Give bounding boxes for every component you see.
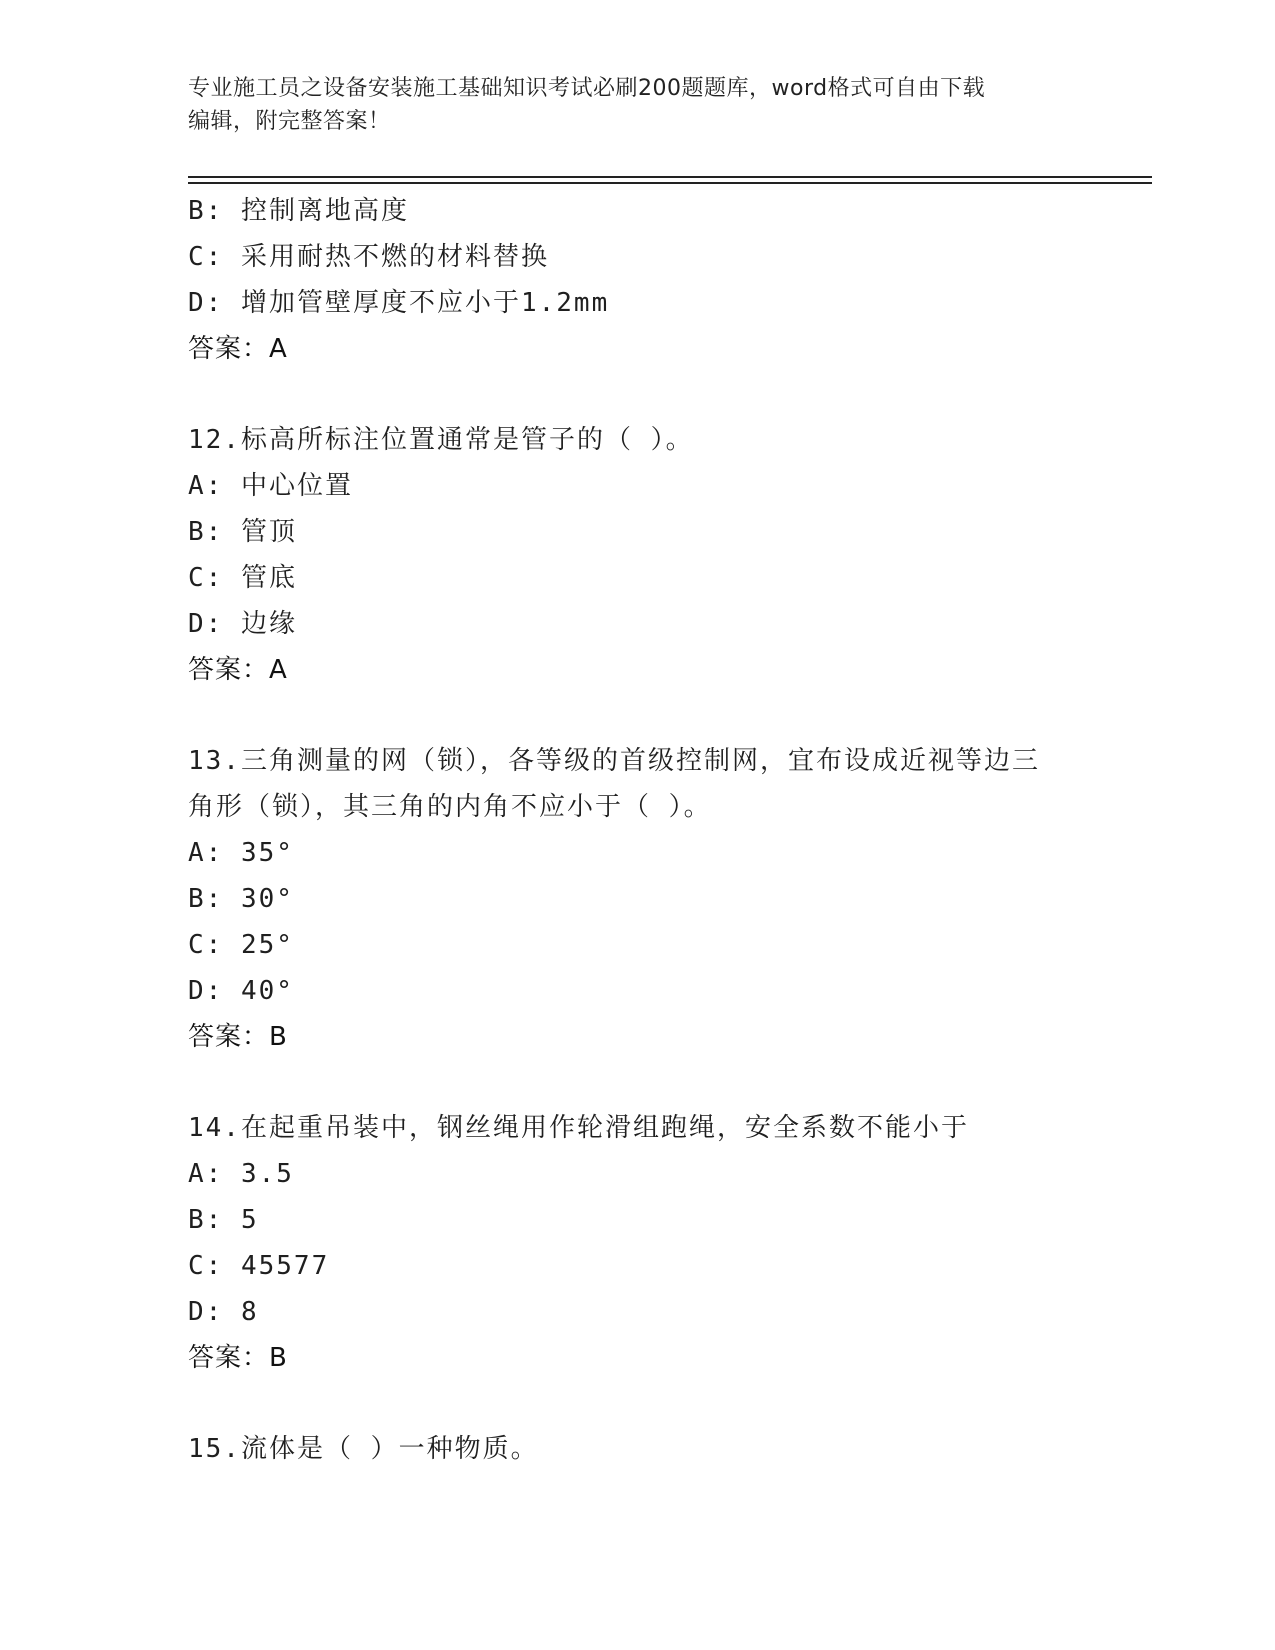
spacer: [188, 1381, 1152, 1426]
answer: 答案：A: [188, 334, 288, 364]
header-line-2: 编辑，附完整答案！: [188, 109, 391, 134]
option-a: A: 35°: [188, 838, 294, 868]
question-text: 12.标高所标注位置通常是管子的（ ）。: [188, 425, 694, 455]
spacer: [188, 1060, 1152, 1105]
spacer: [188, 372, 1152, 417]
option-d: D: 40°: [188, 976, 294, 1006]
question-14: [188, 1105, 1152, 1381]
option-c: C: 管底: [188, 563, 297, 593]
spacer: [188, 693, 1152, 738]
question-12: [188, 417, 1152, 693]
option-b: B: 30°: [188, 884, 294, 914]
document-header: [188, 72, 1088, 138]
option-c: C: 采用耐热不燃的材料替换: [188, 242, 549, 272]
option-d: D: 8: [188, 1297, 259, 1327]
option-b: B: 5: [188, 1205, 259, 1235]
header-divider-bottom: [188, 182, 1152, 184]
question-text: 14.在起重吊装中，钢丝绳用作轮滑组跑绳，安全系数不能小于: [188, 1113, 969, 1143]
answer: 答案：B: [188, 1022, 288, 1052]
option-b: B: 控制离地高度: [188, 196, 409, 226]
header-divider-top: [188, 176, 1152, 178]
question-11-tail: [188, 188, 1152, 372]
question-text-line-2: 角形（锁），其三角的内角不应小于（ ）。: [188, 792, 712, 822]
answer: 答案：B: [188, 1343, 288, 1373]
header-line-1: 专业施工员之设备安装施工基础知识考试必刷200题题库，word格式可自由下载: [188, 76, 986, 101]
answer: 答案：A: [188, 655, 288, 685]
option-b: B: 管顶: [188, 517, 297, 547]
option-c: C: 45577: [188, 1251, 330, 1281]
option-c: C: 25°: [188, 930, 294, 960]
question-15: [188, 1426, 1152, 1472]
question-list: [188, 188, 1152, 1472]
option-d: D: 边缘: [188, 609, 297, 639]
question-text: 15.流体是（ ）一种物质。: [188, 1434, 539, 1464]
option-a: A: 中心位置: [188, 471, 353, 501]
option-d: D: 增加管壁厚度不应小于1.2mm: [188, 288, 610, 318]
question-text-line-1: 13.三角测量的网（锁），各等级的首级控制网，宜布设成近视等边三: [188, 746, 1040, 776]
question-13: [188, 738, 1152, 1060]
option-a: A: 3.5: [188, 1159, 294, 1189]
